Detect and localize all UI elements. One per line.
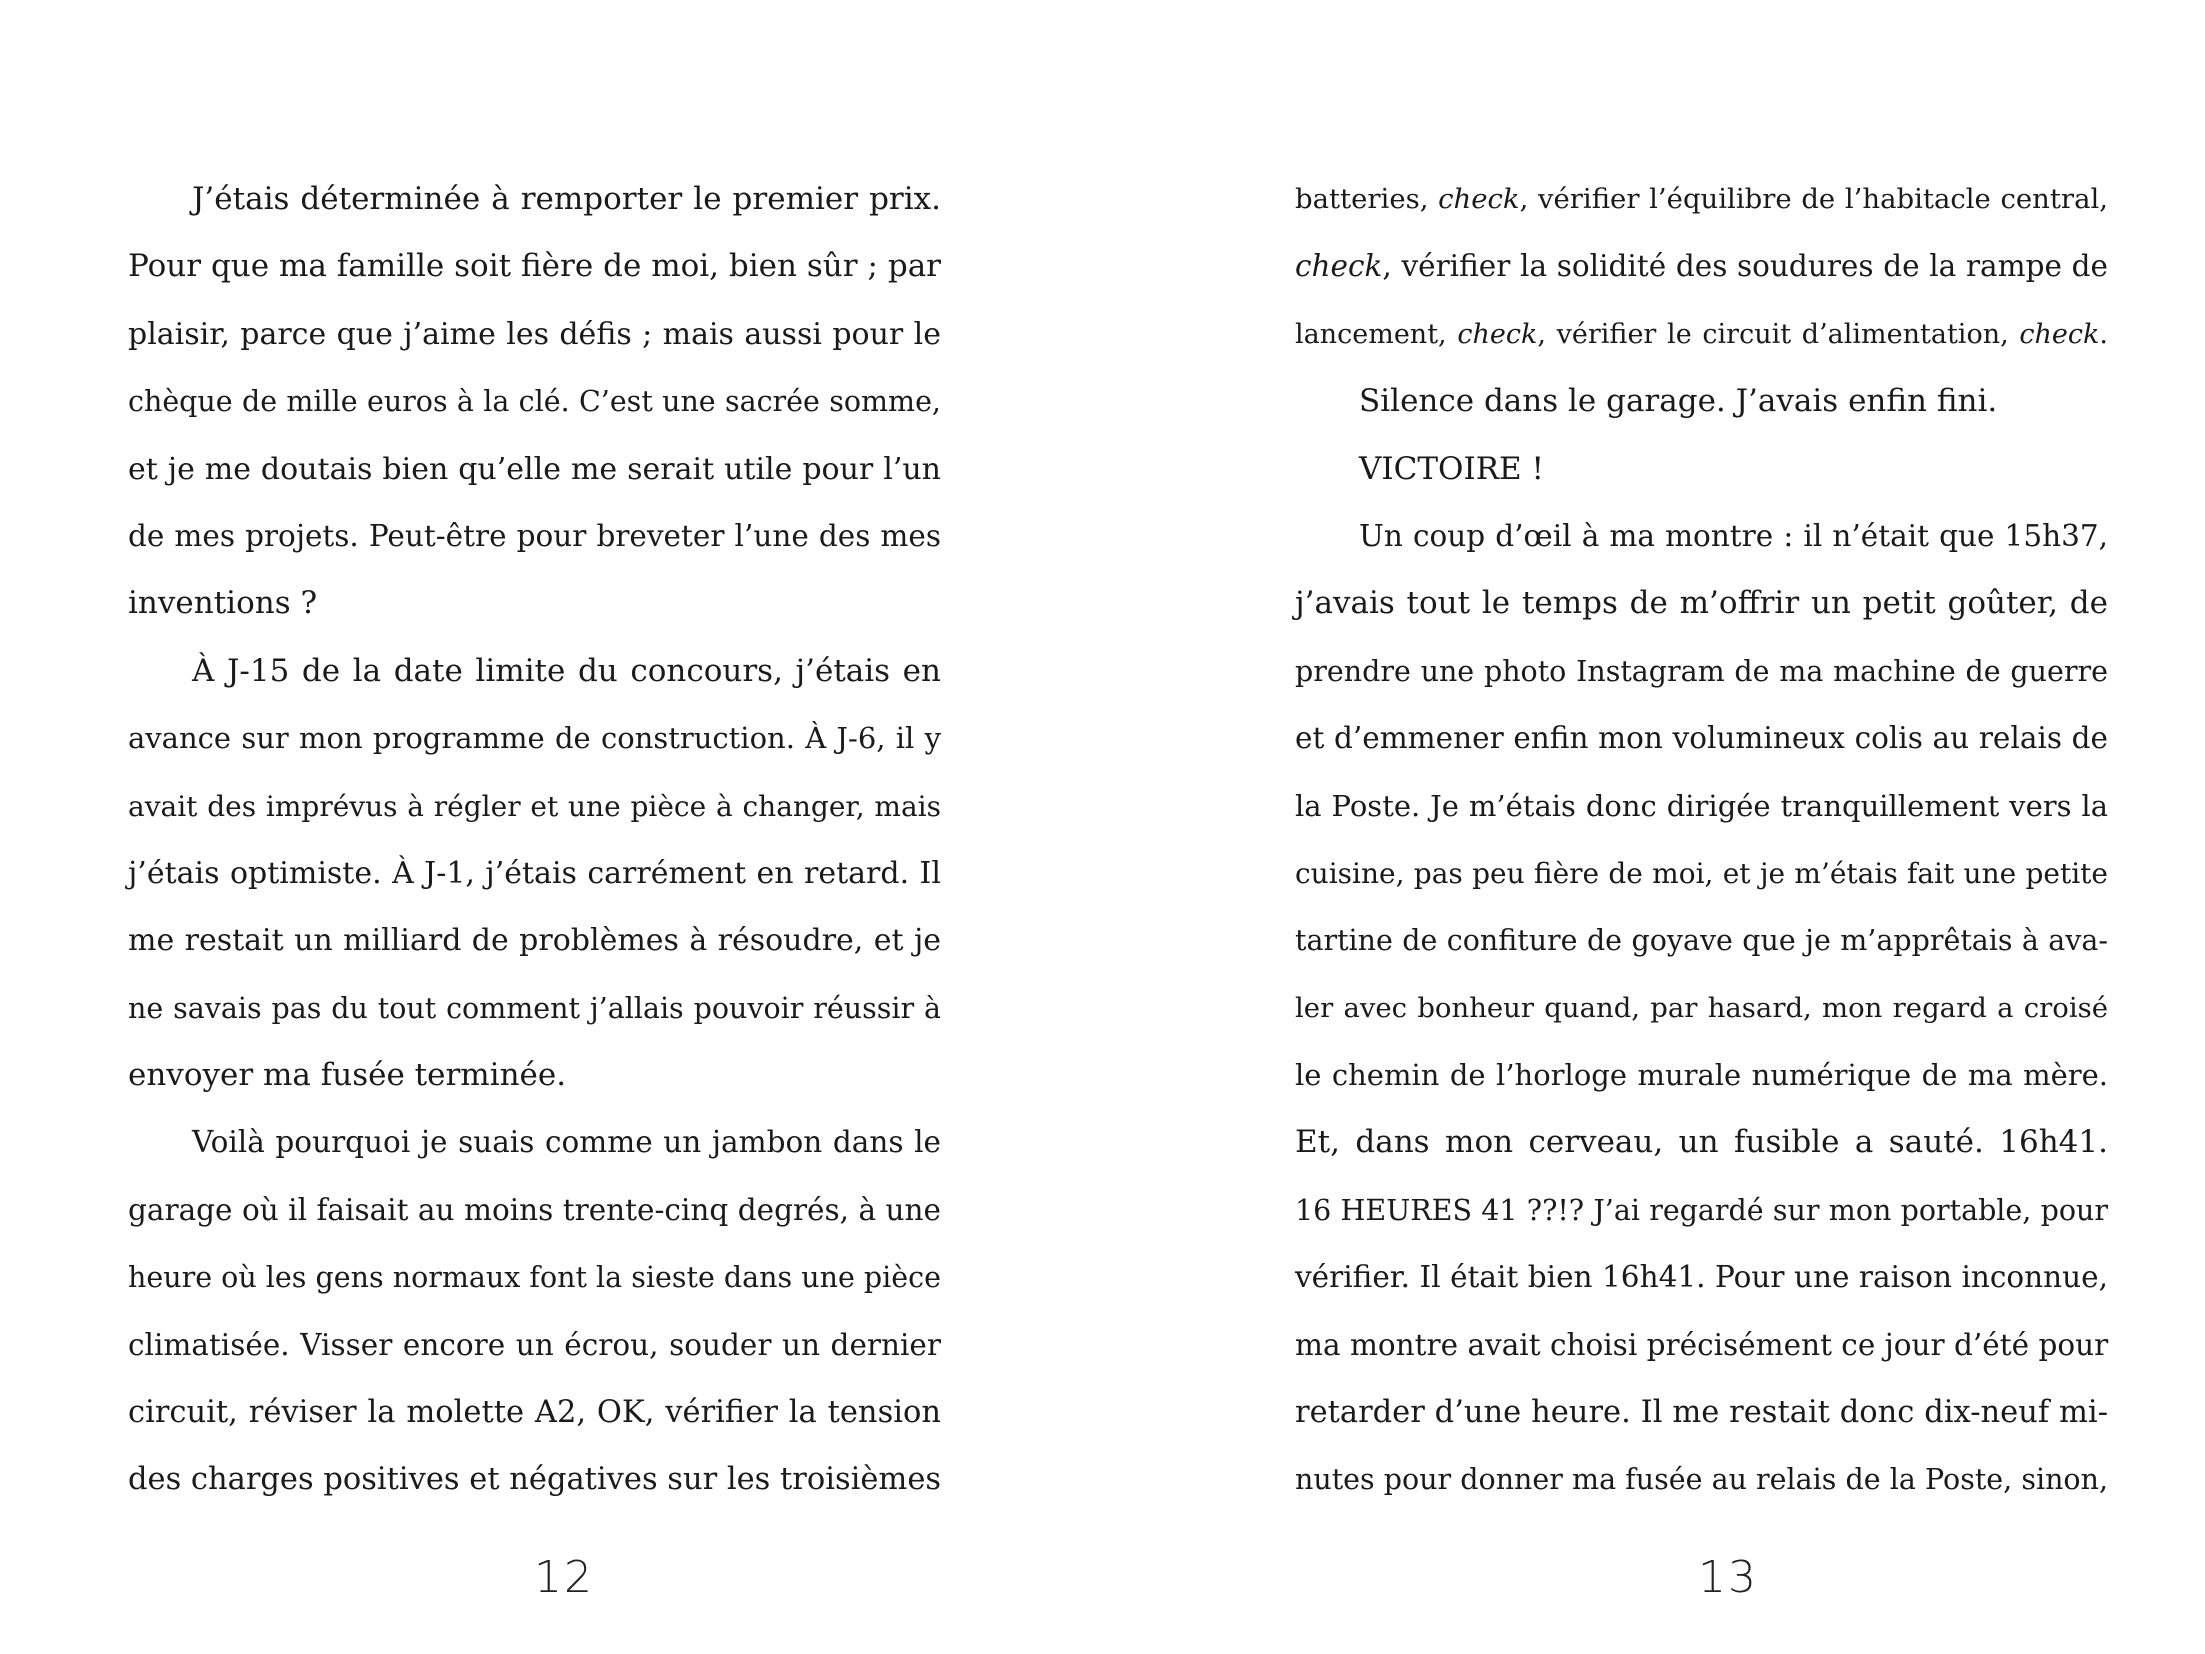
text-segment: Silence dans le garage. J’avais enfin fini. bbox=[1359, 383, 1998, 420]
right-page-text bbox=[1295, 166, 2108, 1514]
text-line: envoyer ma fusée terminée. bbox=[128, 1057, 567, 1094]
text-segment: ma montre avait choisi précisément ce jour d’été pour bbox=[1295, 1327, 2109, 1362]
text-segment: lancement, bbox=[1295, 318, 1458, 350]
text-line bbox=[1295, 301, 2108, 368]
text-line: Voilà pourquoi je suais comme un jambon dans le bbox=[192, 1125, 941, 1160]
text-line bbox=[1295, 1446, 2108, 1513]
text-segment: VICTOIRE ! bbox=[1359, 450, 1544, 487]
text-segment: et d’emmener enfin mon volumineux colis au relais de bbox=[1295, 721, 2108, 756]
text-segment: 16 HEURES 41 ??!? J’ai regardé sur mon portable, pour bbox=[1295, 1193, 2108, 1227]
text-line bbox=[1295, 773, 2108, 840]
text-segment: j’avais tout le temps de m’offrir un petit goûter, de bbox=[1295, 585, 2108, 622]
text-line bbox=[1295, 570, 2108, 637]
text-line: j’étais optimiste. À J-1, j’étais carrément en retard. Il bbox=[128, 855, 941, 891]
text-line: ne savais pas du tout comment j’allais pouvoir réussir à bbox=[128, 991, 941, 1025]
text-line bbox=[1295, 166, 2108, 233]
text-segment: tartine de confiture de goyave que je m’apprêtais à ava- bbox=[1295, 924, 2108, 958]
text-segment: cuisine, pas peu fière de moi, et je m’étais fait une petite bbox=[1295, 856, 2108, 890]
text-segment: batteries, bbox=[1295, 183, 1439, 215]
text-line bbox=[1295, 840, 2108, 907]
text-line: Pour que ma famille soit fière de moi, bien sûr ; par bbox=[128, 248, 941, 285]
text-segment: prendre une photo Instagram de ma machine de guerre bbox=[1295, 654, 2108, 688]
left-page bbox=[0, 0, 1102, 1654]
text-line bbox=[1295, 436, 2108, 503]
text-line bbox=[1295, 907, 2108, 974]
left-page-text bbox=[128, 166, 941, 1514]
text-line bbox=[1295, 233, 2108, 300]
text-line bbox=[1295, 1244, 2108, 1311]
right-page bbox=[1102, 0, 2204, 1654]
text-line bbox=[1295, 368, 2108, 435]
text-segment: retarder d’une heure. Il me restait donc dix-neuf mi- bbox=[1295, 1395, 2108, 1431]
text-segment: nutes pour donner ma fusée au relais de la Poste, sinon, bbox=[1295, 1463, 2108, 1497]
italic-text: check bbox=[1457, 318, 1538, 350]
text-segment: , vérifier le circuit d’alimentation, bbox=[1537, 318, 2020, 350]
text-line bbox=[1295, 503, 2108, 570]
italic-text: check bbox=[2019, 318, 2100, 350]
italic-text: check bbox=[1295, 249, 1383, 284]
text-segment: la Poste. Je m’étais donc dirigée tranquillement vers la bbox=[1295, 788, 2108, 823]
text-line: des charges positives et négatives sur les troisièmes bbox=[128, 1462, 942, 1498]
text-line bbox=[1295, 705, 2108, 772]
text-segment: ler avec bonheur quand, par hasard, mon regard a croisé bbox=[1295, 991, 2108, 1024]
page-number: 13 bbox=[1698, 1552, 1758, 1603]
text-line bbox=[1295, 1177, 2108, 1244]
text-line: garage où il faisait au moins trente-cinq degrés, à une bbox=[128, 1192, 941, 1227]
text-line: plaisir, parce que j’aime les défis ; mais aussi pour le bbox=[128, 316, 941, 352]
text-segment: vérifier. Il était bien 16h41. Pour une raison inconnue, bbox=[1295, 1260, 2108, 1295]
text-segment: le chemin de l’horloge murale numérique de ma mère. bbox=[1295, 1058, 2108, 1093]
text-line: de mes projets. Peut-être pour breveter l’une des mes bbox=[128, 518, 941, 553]
text-segment: . bbox=[2099, 318, 2108, 350]
text-line: circuit, réviser la molette A2, OK, vérifier la tension bbox=[128, 1395, 941, 1431]
text-line: climatisée. Visser encore un écrou, souder un dernier bbox=[128, 1327, 941, 1362]
text-line bbox=[1295, 638, 2108, 705]
page-number: 12 bbox=[534, 1552, 594, 1603]
text-line: heure où les gens normaux font la sieste dans une pièce bbox=[128, 1261, 941, 1295]
text-line bbox=[1295, 1109, 2108, 1176]
text-line bbox=[1295, 1042, 2108, 1109]
text-line: chèque de mille euros à la clé. C’est une sacrée somme, bbox=[128, 385, 941, 419]
text-line: avance sur mon programme de construction. À J-6, il y bbox=[128, 721, 941, 756]
text-line: et je me doutais bien qu’elle me serait utile pour l’un bbox=[128, 451, 941, 487]
text-segment: , vérifier la solidité des soudures de la rampe de bbox=[1382, 249, 2108, 284]
text-line: À J-15 de la date limite du concours, j’étais en bbox=[192, 652, 941, 689]
text-segment: Un coup d’œil à ma montre : il n’était que 15h37, bbox=[1359, 518, 2108, 553]
text-line bbox=[1295, 1379, 2108, 1446]
text-segment: Et, dans mon cerveau, un fusible a sauté. 16h41. bbox=[1295, 1124, 2108, 1161]
italic-text: check bbox=[1438, 183, 1520, 215]
text-segment: , vérifier l’équilibre de l’habitacle central, bbox=[1519, 183, 2108, 215]
text-line bbox=[1295, 975, 2108, 1042]
text-line bbox=[1295, 1312, 2108, 1379]
text-line: inventions ? bbox=[128, 585, 318, 622]
text-line: me restait un milliard de problèmes à résoudre, et je bbox=[128, 923, 941, 959]
text-line: avait des imprévus à régler et une pièce à changer, mais bbox=[128, 789, 941, 823]
text-line: J’étais déterminée à remporter le premier prix. bbox=[192, 181, 941, 217]
